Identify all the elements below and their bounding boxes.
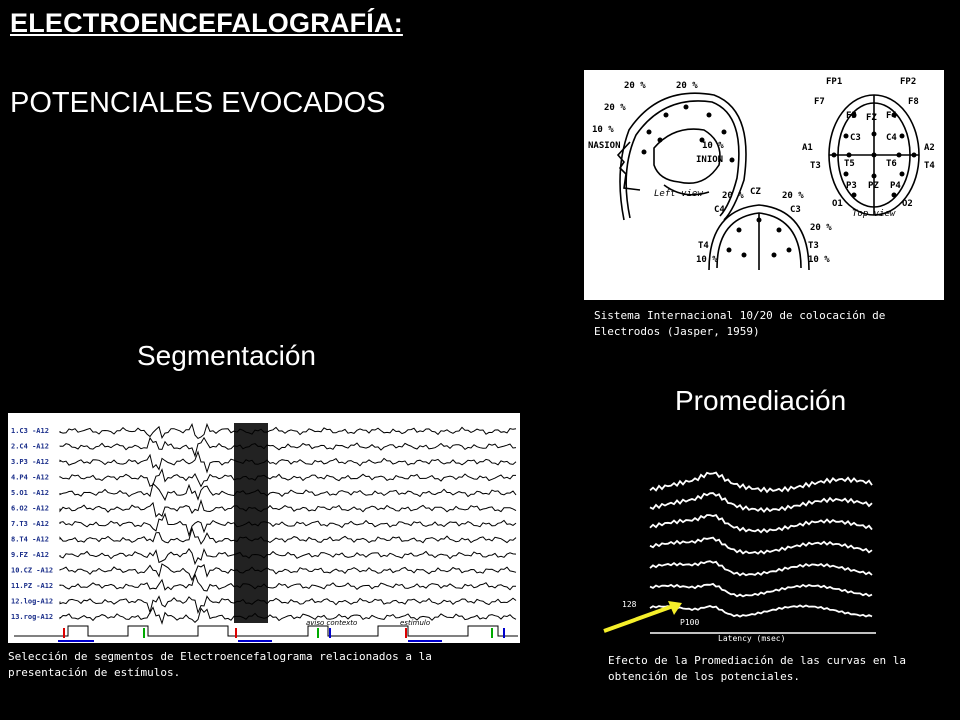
electrode-label: T3 (808, 241, 819, 251)
electrode-label: 10 % (808, 255, 830, 265)
eeg-channel-label: 9.FZ -A12 (11, 551, 49, 559)
electrode-label: F8 (908, 97, 919, 107)
averaged-trace (650, 538, 872, 554)
electrode-label: T4 (698, 241, 709, 251)
averaging-figure (598, 455, 898, 650)
electrode-label: 20 % (604, 103, 626, 113)
eeg-channel-label: 1.C3 -A12 (11, 427, 49, 435)
electrode-label: 10 % (702, 141, 724, 151)
electrode-label: FP2 (900, 77, 917, 87)
electrode-label: PZ (868, 181, 879, 191)
electrode-label: T5 (844, 159, 855, 169)
electrode-label: F4 (886, 111, 897, 121)
eeg-channel-label: 2.C4 -A12 (11, 442, 49, 451)
electrode-diagram (584, 70, 944, 300)
averaged-trace (650, 493, 872, 512)
electrode-label: A1 (802, 143, 813, 153)
eeg-channel-label: 13.rog-A12 (11, 613, 54, 621)
averaged-trace (650, 584, 872, 597)
averaging-caption: Efecto de la Promediación de las curvas en la obtención de los potenciales. (608, 654, 907, 683)
electrode-label: T4 (924, 161, 935, 171)
electrode-label: P3 (846, 181, 857, 191)
eeg-segmentation-figure (8, 413, 520, 643)
electrode-label: C4 (714, 205, 725, 215)
eeg-channel-label: 10.CZ -A12 (11, 566, 54, 575)
electrode-label: NASION (588, 141, 621, 151)
averaged-trace (650, 473, 872, 492)
electrode-label: INION (696, 155, 724, 165)
averaging-label-p100: P100 (680, 618, 700, 627)
eeg-channel-label: 6.O2 -A12 (11, 504, 49, 513)
electrode-label: T6 (886, 159, 897, 169)
electrode-label: T3 (810, 161, 821, 171)
electrode-label: 20 % (810, 223, 832, 233)
slide-title: ELECTROENCEFALOGRAFÍA: (10, 8, 403, 38)
electrode-label: 10 % (592, 125, 614, 135)
event-label-estimulo: estímulo (400, 619, 431, 627)
averaged-trace (650, 515, 872, 532)
segmentation-caption: Selección de segmentos de Electroencefalograma relacionados a la presentación de estímulos. (8, 650, 432, 679)
eeg-channel-label: 8.T4 -A12 (11, 535, 49, 544)
averaging-heading: Promediación (675, 385, 847, 416)
electrode-label: O1 (832, 199, 843, 209)
segmentation-heading: Segmentación (137, 340, 317, 371)
eeg-channel-label: 4.P4 -A12 (11, 473, 49, 482)
electrode-label: A2 (924, 143, 935, 153)
electrode-label: FZ (866, 113, 877, 123)
eeg-channel-label: 12.log-A12 (11, 597, 54, 606)
electrode-label: 20 % (624, 81, 646, 91)
averaging-label-128: 128 (622, 600, 637, 609)
electrode-label: P4 (890, 181, 901, 191)
averaging-axis-label: Latency (msec) (718, 634, 786, 643)
electrode-label: 20 % (782, 191, 804, 201)
eeg-channel-label: 11.PZ -A12 (11, 582, 54, 590)
electrode-label: Left view (654, 189, 703, 199)
electrode-diagram-caption: Sistema Internacional 10/20 de colocación de Electrodos (Jasper, 1959) (594, 309, 886, 338)
electrode-label: C3 (850, 133, 861, 143)
electrode-label: Top view (852, 209, 896, 219)
electrode-label: CZ (750, 187, 761, 197)
electrode-label: 20 % (722, 191, 744, 201)
eeg-channel-label: 7.T3 -A12 (11, 520, 49, 528)
electrode-label: C3 (790, 205, 801, 215)
electrode-label: 20 % (676, 81, 698, 91)
slide-subtitle: POTENCIALES EVOCADOS (10, 87, 386, 119)
electrode-label: 10 % (696, 255, 718, 265)
eeg-channel-label: 5.O1 -A12 (11, 489, 49, 497)
averaged-trace (650, 605, 872, 616)
averaged-trace (650, 561, 872, 575)
event-label-aviso: aviso contexto (306, 619, 358, 627)
highlight-arrow (604, 605, 676, 631)
electrode-label: O2 (902, 199, 913, 209)
electrode-label: F3 (846, 111, 857, 121)
electrode-label: FP1 (826, 77, 843, 87)
eeg-channel-label: 3.P3 -A12 (11, 458, 49, 466)
electrode-label: F7 (814, 97, 825, 107)
electrode-label: C4 (886, 133, 897, 143)
